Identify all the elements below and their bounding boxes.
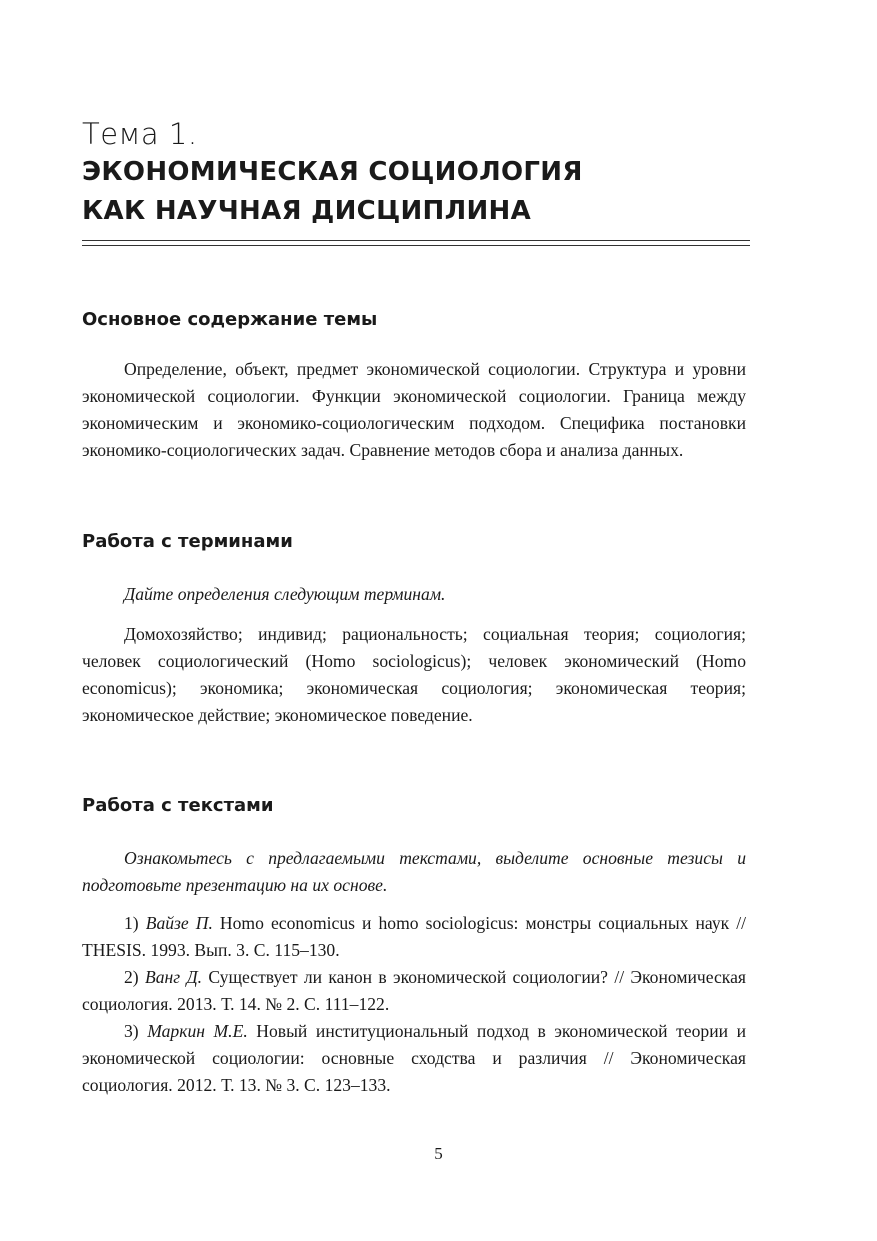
reference-number: 2) xyxy=(124,967,139,987)
section-heading-texts: Работа с текстами xyxy=(82,795,274,816)
reference-number: 1) xyxy=(124,913,139,933)
theme-number: Тема 1. xyxy=(82,117,198,151)
reference-author: Вайзе П. xyxy=(145,913,213,933)
title-divider-top xyxy=(82,240,750,241)
reference-text: Существует ли канон в экономической социологии? // Экономическая социология. 2013. Т. 14. № 2. С. 111–122. xyxy=(82,967,746,1014)
reference-number: 3) xyxy=(124,1021,139,1041)
section-heading-terms: Работа с терминами xyxy=(82,531,293,552)
page-number: 5 xyxy=(434,1144,443,1163)
section-heading-content: Основное содержание темы xyxy=(82,309,378,330)
reference-text: Новый институциональный подход в экономической теории и экономической социологии: основные сходства и различия // Экономическая социология. 2012. Т. 13. № 3. С. 123–133. xyxy=(82,1021,746,1095)
reference-author: Маркин М.Е. xyxy=(147,1021,248,1041)
reference-item-1 xyxy=(82,910,746,964)
content-paragraph: Определение, объект, предмет экономической социологии. Структура и уровни экономической социологии. Функции экономической социологии. Граница между экономическим и экономико-социологическим подходом. Специфика постановки экономико-социологических задач. Сравнение методов сбора и анализа данных. xyxy=(82,359,746,460)
reference-author: Ванг Д. xyxy=(144,967,203,987)
reference-item-3 xyxy=(82,1018,746,1099)
reference-text: Homo economicus и homo sociologicus: монстры социальных наук // THESIS. 1993. Вып. 3. С. 115–130. xyxy=(82,913,746,960)
title-divider-bottom xyxy=(82,245,750,246)
theme-title-line-1: ЭКОНОМИЧЕСКАЯ СОЦИОЛОГИЯ xyxy=(82,157,583,187)
terms-list-paragraph: Домохозяйство; индивид; рациональность; социальная теория; социология; человек социологический (Homo sociologicus); человек экономический (Homo economicus); экономика; экономическая социология; экономическая теория; экономическое действие; экономическое поведение. xyxy=(82,624,746,725)
reference-item-2 xyxy=(82,964,746,1018)
terms-instruction: Дайте определения следующим терминам. xyxy=(124,584,446,604)
texts-instruction: Ознакомьтесь с предлагаемыми текстами, выделите основные тезисы и подготовьте презентацию на их основе. xyxy=(82,848,746,895)
theme-title-line-2: КАК НАУЧНАЯ ДИСЦИПЛИНА xyxy=(82,196,532,226)
